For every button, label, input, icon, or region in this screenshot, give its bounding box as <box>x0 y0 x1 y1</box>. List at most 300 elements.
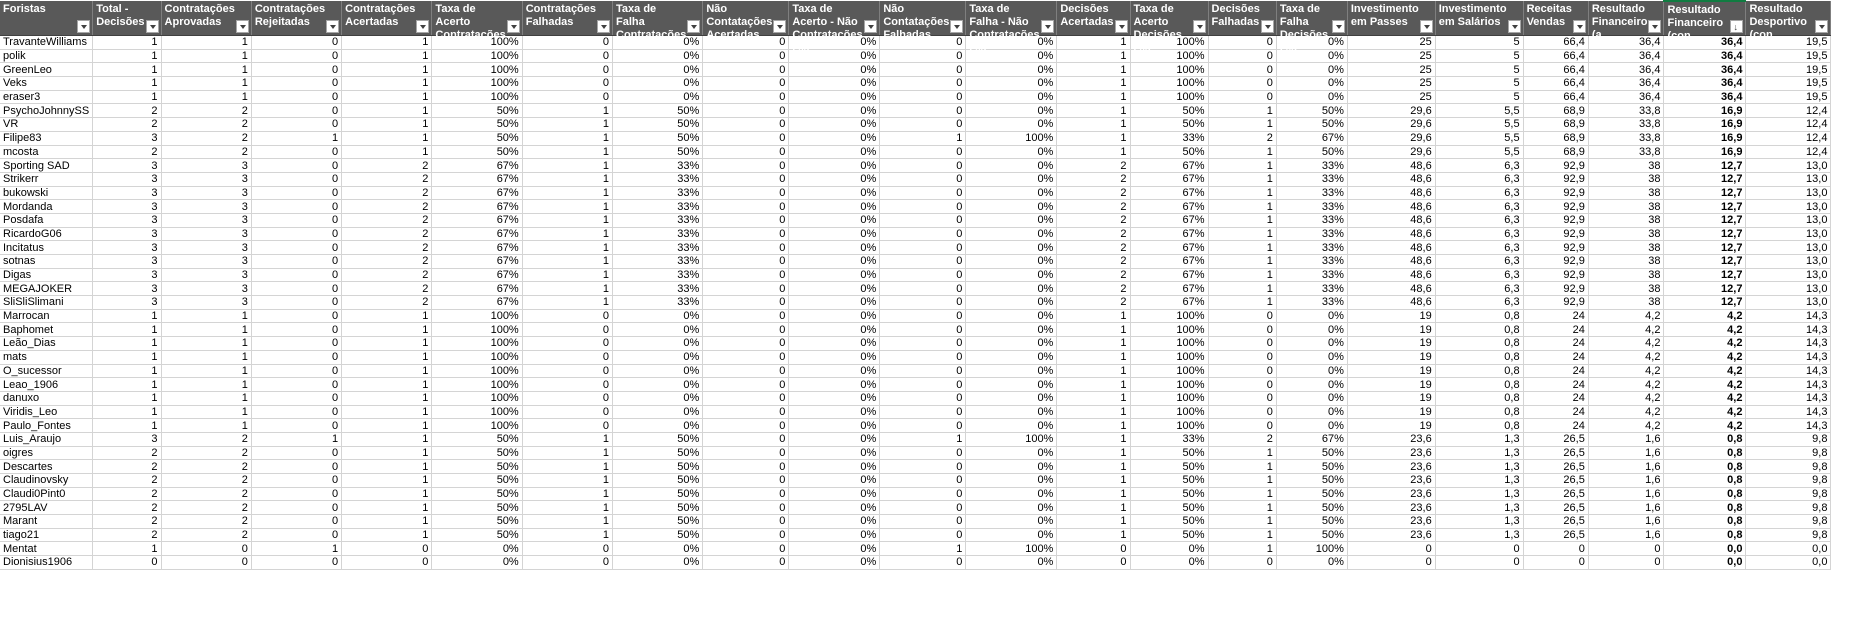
table-cell[interactable]: 26,5 <box>1523 528 1588 542</box>
table-cell[interactable]: 100% <box>432 364 522 378</box>
table-cell[interactable]: 50% <box>432 446 522 460</box>
table-cell[interactable]: 12,7 <box>1664 213 1746 227</box>
table-cell[interactable]: 14,3 <box>1746 350 1831 364</box>
filter-dropdown-icon[interactable] <box>1193 20 1206 33</box>
table-cell[interactable]: 1 <box>1208 487 1276 501</box>
table-cell[interactable]: 0% <box>789 528 880 542</box>
table-cell[interactable]: 0 <box>251 172 341 186</box>
table-cell[interactable]: 1,6 <box>1588 487 1664 501</box>
table-cell[interactable]: 0% <box>613 378 703 392</box>
table-cell[interactable]: 0 <box>880 364 966 378</box>
table-cell[interactable]: 12,7 <box>1664 186 1746 200</box>
table-cell[interactable]: 0% <box>613 405 703 419</box>
table-cell[interactable]: 0 <box>251 159 341 173</box>
table-cell[interactable]: 1 <box>522 282 612 296</box>
table-cell[interactable]: 1 <box>1208 159 1276 173</box>
table-cell[interactable]: 0 <box>880 90 966 104</box>
table-cell[interactable]: 0% <box>966 36 1057 50</box>
table-cell[interactable]: 1 <box>1057 515 1130 529</box>
table-cell[interactable]: 36,4 <box>1664 49 1746 63</box>
filter-dropdown-icon[interactable] <box>236 20 249 33</box>
table-cell[interactable]: 33% <box>613 159 703 173</box>
table-cell[interactable]: 0% <box>613 391 703 405</box>
table-cell[interactable]: 0 <box>880 446 966 460</box>
table-cell[interactable]: 14,3 <box>1746 419 1831 433</box>
column-header[interactable] <box>342 1 432 36</box>
table-cell[interactable]: 2 <box>161 145 251 159</box>
table-cell[interactable]: 0,0 <box>1664 556 1746 570</box>
filter-dropdown-icon[interactable] <box>597 20 610 33</box>
table-cell[interactable]: 1,6 <box>1588 432 1664 446</box>
table-cell[interactable]: 0 <box>880 145 966 159</box>
table-cell[interactable]: 0 <box>703 282 789 296</box>
table-cell[interactable]: 19,5 <box>1746 36 1831 50</box>
table-cell[interactable]: 67% <box>432 227 522 241</box>
table-cell[interactable]: 92,9 <box>1523 172 1588 186</box>
table-cell[interactable]: 1 <box>342 104 432 118</box>
table-cell[interactable]: 9,8 <box>1746 446 1831 460</box>
table-cell[interactable]: 1,6 <box>1588 528 1664 542</box>
table-cell[interactable]: 1 <box>1208 515 1276 529</box>
table-cell[interactable]: 0 <box>703 528 789 542</box>
table-cell[interactable]: 0% <box>789 63 880 77</box>
table-cell[interactable]: 1 <box>1057 309 1130 323</box>
table-cell[interactable]: 68,9 <box>1523 104 1588 118</box>
table-cell[interactable]: 1 <box>93 323 161 337</box>
table-cell[interactable]: 0% <box>966 241 1057 255</box>
forista-name-cell[interactable]: 2795LAV <box>0 501 93 515</box>
table-cell[interactable]: 19,5 <box>1746 77 1831 91</box>
table-cell[interactable]: 1 <box>161 350 251 364</box>
table-cell[interactable]: 3 <box>161 227 251 241</box>
table-cell[interactable]: 6,3 <box>1435 255 1523 269</box>
table-cell[interactable]: 0% <box>613 350 703 364</box>
table-cell[interactable]: 0 <box>703 296 789 310</box>
table-cell[interactable]: 0 <box>1435 556 1523 570</box>
table-cell[interactable]: 1 <box>522 501 612 515</box>
table-cell[interactable]: 0 <box>880 63 966 77</box>
table-cell[interactable]: 14,3 <box>1746 309 1831 323</box>
table-cell[interactable]: 0 <box>251 227 341 241</box>
table-cell[interactable]: 12,7 <box>1664 255 1746 269</box>
table-cell[interactable]: 13,0 <box>1746 159 1831 173</box>
table-cell[interactable]: 38 <box>1588 200 1664 214</box>
table-cell[interactable]: 0 <box>1208 36 1276 50</box>
table-cell[interactable]: 1 <box>342 446 432 460</box>
table-cell[interactable]: 1 <box>342 501 432 515</box>
table-cell[interactable]: 0 <box>251 337 341 351</box>
table-cell[interactable]: 0% <box>966 556 1057 570</box>
table-cell[interactable]: 24 <box>1523 337 1588 351</box>
table-cell[interactable]: 2 <box>1057 200 1130 214</box>
table-cell[interactable]: 1 <box>1057 90 1130 104</box>
table-cell[interactable]: 0% <box>789 378 880 392</box>
table-cell[interactable]: 92,9 <box>1523 296 1588 310</box>
table-cell[interactable]: 12,4 <box>1746 104 1831 118</box>
table-cell[interactable]: 16,9 <box>1664 145 1746 159</box>
table-cell[interactable]: 16,9 <box>1664 131 1746 145</box>
table-cell[interactable]: 1 <box>1057 36 1130 50</box>
forista-name-cell[interactable]: Leão_Dias <box>0 337 93 351</box>
table-cell[interactable]: 0% <box>1276 364 1347 378</box>
table-cell[interactable]: 1 <box>1208 446 1276 460</box>
table-cell[interactable]: 1 <box>880 131 966 145</box>
table-cell[interactable]: 0% <box>966 282 1057 296</box>
table-cell[interactable]: 38 <box>1588 296 1664 310</box>
table-cell[interactable]: 4,2 <box>1664 309 1746 323</box>
column-header[interactable] <box>1208 1 1276 36</box>
table-cell[interactable]: 50% <box>1130 528 1208 542</box>
table-cell[interactable]: 67% <box>432 255 522 269</box>
table-cell[interactable]: 1 <box>161 337 251 351</box>
table-cell[interactable]: 50% <box>432 104 522 118</box>
table-cell[interactable]: 0% <box>966 186 1057 200</box>
table-cell[interactable]: 33% <box>1276 296 1347 310</box>
forista-name-cell[interactable]: Luis_Araujo <box>0 432 93 446</box>
table-cell[interactable]: 26,5 <box>1523 474 1588 488</box>
table-cell[interactable]: 0% <box>432 542 522 556</box>
table-cell[interactable]: 1 <box>1057 145 1130 159</box>
table-cell[interactable]: 0 <box>522 350 612 364</box>
table-cell[interactable]: 0 <box>880 104 966 118</box>
table-cell[interactable]: 0% <box>613 63 703 77</box>
table-cell[interactable]: 25 <box>1347 49 1435 63</box>
table-cell[interactable]: 0 <box>251 282 341 296</box>
table-cell[interactable]: 0 <box>522 405 612 419</box>
table-cell[interactable]: 24 <box>1523 405 1588 419</box>
table-cell[interactable]: 1 <box>93 542 161 556</box>
table-cell[interactable]: 1 <box>161 405 251 419</box>
table-cell[interactable]: 0 <box>522 337 612 351</box>
table-cell[interactable]: 0 <box>703 391 789 405</box>
table-cell[interactable]: 4,2 <box>1664 419 1746 433</box>
table-cell[interactable]: 1 <box>93 309 161 323</box>
table-cell[interactable]: 24 <box>1523 391 1588 405</box>
table-cell[interactable]: 100% <box>1130 63 1208 77</box>
table-cell[interactable]: 19 <box>1347 378 1435 392</box>
table-cell[interactable]: 66,4 <box>1523 90 1588 104</box>
table-cell[interactable]: 50% <box>1130 104 1208 118</box>
table-cell[interactable]: 0 <box>1347 542 1435 556</box>
table-cell[interactable]: 1 <box>342 474 432 488</box>
table-cell[interactable]: 4,2 <box>1664 364 1746 378</box>
table-cell[interactable]: 33% <box>1276 213 1347 227</box>
table-cell[interactable]: 0 <box>880 556 966 570</box>
table-cell[interactable]: 23,6 <box>1347 528 1435 542</box>
table-cell[interactable]: 100% <box>432 323 522 337</box>
table-cell[interactable]: 0 <box>251 501 341 515</box>
table-cell[interactable]: 1 <box>1057 405 1130 419</box>
table-cell[interactable]: 5 <box>1435 49 1523 63</box>
table-cell[interactable]: 26,5 <box>1523 487 1588 501</box>
filter-dropdown-icon[interactable] <box>416 20 429 33</box>
table-cell[interactable]: 1 <box>161 63 251 77</box>
table-cell[interactable]: 0 <box>880 501 966 515</box>
table-cell[interactable]: 0 <box>251 515 341 529</box>
table-cell[interactable]: 0 <box>93 556 161 570</box>
column-header[interactable] <box>1435 1 1523 36</box>
table-cell[interactable]: 0 <box>522 378 612 392</box>
table-cell[interactable]: 0 <box>251 241 341 255</box>
table-cell[interactable]: 0,8 <box>1664 432 1746 446</box>
table-cell[interactable]: 5,5 <box>1435 131 1523 145</box>
table-cell[interactable]: 1 <box>522 255 612 269</box>
table-cell[interactable]: 0% <box>789 323 880 337</box>
table-cell[interactable]: 36,4 <box>1588 49 1664 63</box>
table-cell[interactable]: 0 <box>251 200 341 214</box>
table-cell[interactable]: 0% <box>966 255 1057 269</box>
table-cell[interactable]: 9,8 <box>1746 460 1831 474</box>
filter-dropdown-icon[interactable] <box>950 20 963 33</box>
table-cell[interactable]: 3 <box>161 172 251 186</box>
table-cell[interactable]: 2 <box>93 501 161 515</box>
table-cell[interactable]: 0% <box>1276 405 1347 419</box>
table-cell[interactable]: 1 <box>522 159 612 173</box>
table-cell[interactable]: 1 <box>1208 213 1276 227</box>
table-cell[interactable]: 100% <box>1130 309 1208 323</box>
table-cell[interactable]: 0% <box>966 309 1057 323</box>
table-cell[interactable]: 13,0 <box>1746 268 1831 282</box>
table-cell[interactable]: 0 <box>251 487 341 501</box>
table-cell[interactable]: 100% <box>432 49 522 63</box>
table-cell[interactable]: 3 <box>93 172 161 186</box>
table-cell[interactable]: 29,6 <box>1347 131 1435 145</box>
table-cell[interactable]: 1 <box>1208 200 1276 214</box>
table-cell[interactable]: 0 <box>522 542 612 556</box>
table-cell[interactable]: 48,6 <box>1347 296 1435 310</box>
table-cell[interactable]: 38 <box>1588 159 1664 173</box>
table-cell[interactable]: 1 <box>342 90 432 104</box>
table-cell[interactable]: 0 <box>703 419 789 433</box>
table-cell[interactable]: 0 <box>522 391 612 405</box>
table-cell[interactable]: 1 <box>161 36 251 50</box>
table-cell[interactable]: 19 <box>1347 323 1435 337</box>
table-cell[interactable]: 1 <box>522 172 612 186</box>
table-cell[interactable]: 19 <box>1347 419 1435 433</box>
table-cell[interactable]: 0 <box>703 159 789 173</box>
table-cell[interactable]: 25 <box>1347 77 1435 91</box>
table-cell[interactable]: 50% <box>1130 487 1208 501</box>
table-cell[interactable]: 0 <box>251 474 341 488</box>
table-cell[interactable]: 26,5 <box>1523 432 1588 446</box>
table-cell[interactable]: 0 <box>251 213 341 227</box>
table-cell[interactable]: 68,9 <box>1523 131 1588 145</box>
forista-name-cell[interactable]: oigres <box>0 446 93 460</box>
table-cell[interactable]: 0% <box>789 145 880 159</box>
table-cell[interactable]: 1 <box>251 432 341 446</box>
table-cell[interactable]: 2 <box>1057 268 1130 282</box>
table-cell[interactable]: 48,6 <box>1347 213 1435 227</box>
table-cell[interactable]: 0 <box>880 419 966 433</box>
table-cell[interactable]: 2 <box>1057 255 1130 269</box>
forista-name-cell[interactable]: polik <box>0 49 93 63</box>
table-cell[interactable]: 12,7 <box>1664 282 1746 296</box>
forista-name-cell[interactable]: MEGAJOKER <box>0 282 93 296</box>
table-cell[interactable]: 0% <box>789 118 880 132</box>
table-cell[interactable]: 0% <box>789 131 880 145</box>
table-cell[interactable]: 0 <box>880 337 966 351</box>
table-cell[interactable]: 2 <box>1208 131 1276 145</box>
table-cell[interactable]: 0,0 <box>1664 542 1746 556</box>
table-cell[interactable]: 0 <box>1208 309 1276 323</box>
table-cell[interactable]: 23,6 <box>1347 446 1435 460</box>
table-cell[interactable]: 1 <box>522 118 612 132</box>
table-cell[interactable]: 1 <box>522 104 612 118</box>
table-cell[interactable]: 0 <box>251 460 341 474</box>
table-cell[interactable]: 33% <box>613 282 703 296</box>
table-cell[interactable]: 50% <box>613 487 703 501</box>
table-cell[interactable]: 1 <box>342 63 432 77</box>
table-cell[interactable]: 36,4 <box>1664 36 1746 50</box>
table-cell[interactable]: 1 <box>1208 474 1276 488</box>
table-cell[interactable]: 38 <box>1588 282 1664 296</box>
table-cell[interactable]: 19 <box>1347 405 1435 419</box>
table-cell[interactable]: 6,3 <box>1435 200 1523 214</box>
table-cell[interactable]: 26,5 <box>1523 515 1588 529</box>
table-cell[interactable]: 0,8 <box>1664 460 1746 474</box>
column-header[interactable] <box>880 1 966 41</box>
table-cell[interactable]: 14,3 <box>1746 337 1831 351</box>
table-cell[interactable]: 1 <box>342 364 432 378</box>
table-cell[interactable]: 14,3 <box>1746 405 1831 419</box>
table-cell[interactable]: 33% <box>613 296 703 310</box>
forista-name-cell[interactable]: O_sucessor <box>0 364 93 378</box>
table-cell[interactable]: 0 <box>880 296 966 310</box>
table-cell[interactable]: 48,6 <box>1347 200 1435 214</box>
table-cell[interactable]: 0% <box>966 487 1057 501</box>
table-cell[interactable]: 33% <box>1276 241 1347 255</box>
table-cell[interactable]: 1 <box>93 378 161 392</box>
table-cell[interactable]: 0 <box>1208 419 1276 433</box>
column-header[interactable] <box>0 1 93 36</box>
table-cell[interactable]: 1 <box>1208 296 1276 310</box>
column-header[interactable] <box>1588 1 1664 41</box>
table-cell[interactable]: 2 <box>1057 227 1130 241</box>
table-cell[interactable]: 0,8 <box>1664 515 1746 529</box>
table-cell[interactable]: 1 <box>1057 350 1130 364</box>
table-cell[interactable]: 13,0 <box>1746 186 1831 200</box>
table-cell[interactable]: 12,4 <box>1746 145 1831 159</box>
table-cell[interactable]: 0 <box>251 309 341 323</box>
table-cell[interactable]: 4,2 <box>1664 378 1746 392</box>
table-cell[interactable]: 2 <box>161 515 251 529</box>
table-cell[interactable]: 5 <box>1435 63 1523 77</box>
table-cell[interactable]: 0% <box>789 515 880 529</box>
table-cell[interactable]: 2 <box>1057 159 1130 173</box>
table-cell[interactable]: 50% <box>432 474 522 488</box>
table-cell[interactable]: 0 <box>703 49 789 63</box>
table-cell[interactable]: 0 <box>703 487 789 501</box>
table-cell[interactable]: 0 <box>251 323 341 337</box>
table-cell[interactable]: 100% <box>1130 337 1208 351</box>
table-cell[interactable]: 100% <box>432 36 522 50</box>
table-cell[interactable]: 1 <box>522 474 612 488</box>
table-cell[interactable]: 36,4 <box>1588 36 1664 50</box>
table-cell[interactable]: 0 <box>880 378 966 392</box>
table-cell[interactable]: 0 <box>251 63 341 77</box>
table-cell[interactable]: 1 <box>161 77 251 91</box>
table-cell[interactable]: 0% <box>789 255 880 269</box>
table-cell[interactable]: 67% <box>1130 186 1208 200</box>
table-cell[interactable]: 50% <box>1276 474 1347 488</box>
table-cell[interactable]: 0 <box>703 104 789 118</box>
table-cell[interactable]: 0 <box>251 391 341 405</box>
table-cell[interactable]: 1 <box>522 227 612 241</box>
table-cell[interactable]: 0% <box>789 446 880 460</box>
table-cell[interactable]: 0% <box>789 487 880 501</box>
table-cell[interactable]: 100% <box>432 405 522 419</box>
table-cell[interactable]: 0 <box>251 405 341 419</box>
table-cell[interactable]: 0% <box>966 172 1057 186</box>
table-cell[interactable]: 0% <box>789 90 880 104</box>
table-cell[interactable]: 0% <box>1276 309 1347 323</box>
table-cell[interactable]: 0% <box>966 350 1057 364</box>
table-cell[interactable]: 33% <box>1276 159 1347 173</box>
table-cell[interactable]: 67% <box>1130 227 1208 241</box>
table-cell[interactable]: 100% <box>966 542 1057 556</box>
table-cell[interactable]: 67% <box>1130 268 1208 282</box>
table-cell[interactable]: 16,9 <box>1664 104 1746 118</box>
table-cell[interactable]: 9,8 <box>1746 501 1831 515</box>
table-cell[interactable]: 9,8 <box>1746 528 1831 542</box>
table-cell[interactable]: 0 <box>880 309 966 323</box>
table-cell[interactable]: 1,6 <box>1588 460 1664 474</box>
table-cell[interactable]: 2 <box>161 131 251 145</box>
table-cell[interactable]: 0% <box>789 391 880 405</box>
table-cell[interactable]: 14,3 <box>1746 364 1831 378</box>
table-cell[interactable]: 92,9 <box>1523 213 1588 227</box>
table-cell[interactable]: 0 <box>703 200 789 214</box>
table-cell[interactable]: 100% <box>966 432 1057 446</box>
table-cell[interactable]: 0 <box>703 323 789 337</box>
table-cell[interactable]: 92,9 <box>1523 200 1588 214</box>
column-header[interactable] <box>161 1 251 36</box>
table-cell[interactable]: 0% <box>966 118 1057 132</box>
table-cell[interactable]: 2 <box>93 145 161 159</box>
table-cell[interactable]: 0% <box>966 515 1057 529</box>
table-cell[interactable]: 0% <box>966 227 1057 241</box>
column-header[interactable] <box>1347 1 1435 36</box>
table-cell[interactable]: 50% <box>613 474 703 488</box>
table-cell[interactable]: 1 <box>1208 145 1276 159</box>
table-cell[interactable]: 1 <box>93 364 161 378</box>
table-cell[interactable]: 0% <box>966 90 1057 104</box>
table-cell[interactable]: 0% <box>1130 556 1208 570</box>
table-cell[interactable]: 1 <box>161 391 251 405</box>
table-cell[interactable]: 100% <box>1130 419 1208 433</box>
table-cell[interactable]: 0,8 <box>1435 419 1523 433</box>
forista-name-cell[interactable]: Claudinovsky <box>0 474 93 488</box>
table-cell[interactable]: 0% <box>966 323 1057 337</box>
column-header[interactable] <box>1523 1 1588 36</box>
table-cell[interactable]: 1 <box>342 309 432 323</box>
table-cell[interactable]: 0% <box>613 77 703 91</box>
table-cell[interactable]: 0,8 <box>1664 528 1746 542</box>
table-cell[interactable]: 2 <box>161 118 251 132</box>
table-cell[interactable]: 2 <box>93 487 161 501</box>
table-cell[interactable]: 68,9 <box>1523 145 1588 159</box>
table-cell[interactable]: 1 <box>342 77 432 91</box>
table-cell[interactable]: 0 <box>1208 77 1276 91</box>
table-cell[interactable]: 50% <box>432 118 522 132</box>
table-cell[interactable]: 66,4 <box>1523 63 1588 77</box>
table-cell[interactable]: 0 <box>703 337 789 351</box>
table-cell[interactable]: 33% <box>1276 200 1347 214</box>
table-cell[interactable]: 1 <box>1057 378 1130 392</box>
table-cell[interactable]: 1 <box>161 364 251 378</box>
forista-name-cell[interactable]: Dionisius1906 <box>0 556 93 570</box>
table-cell[interactable]: 0 <box>522 323 612 337</box>
